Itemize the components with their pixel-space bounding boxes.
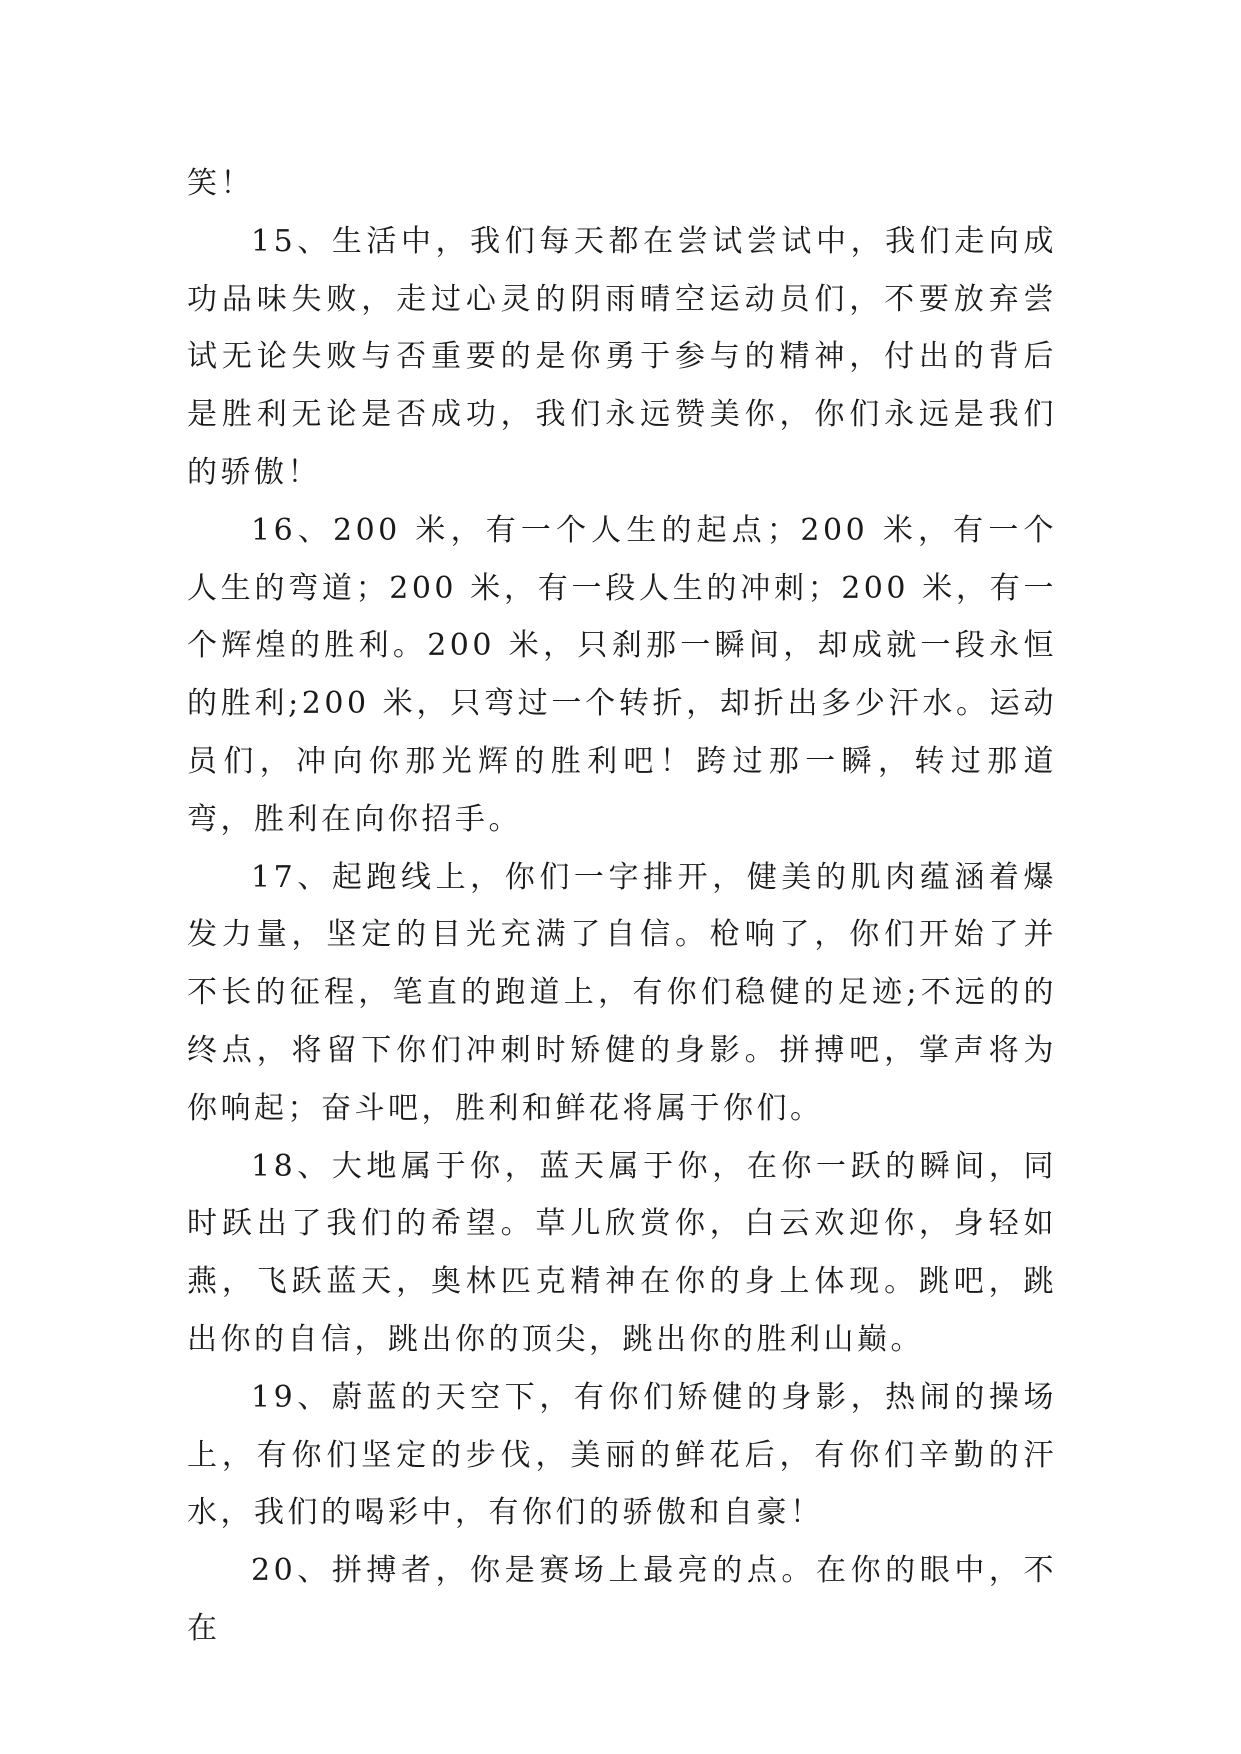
paragraph-19: 19、蔚蓝的天空下，有你们矫健的身影，热闹的操场上，有你们坚定的步伐，美丽的鲜花后，有你们辛勤的汗水，我们的喝彩中，有你们的骄傲和自豪！ [187, 1379, 1057, 1531]
document-body [187, 155, 1057, 1658]
paragraph-17: 17、起跑线上，你们一字排开，健美的肌肉蕴涵着爆发力量，坚定的目光充满了自信。枪响了，你们开始了并不长的征程，笔直的跑道上，有你们稳健的足迹;不远的的终点，将留下你们冲刺时矫健的身影。拼搏吧，掌声将为你响起；奋斗吧，胜利和鲜花将属于你们。 [187, 859, 1057, 1126]
paragraph-15: 15、生活中，我们每天都在尝试尝试中，我们走向成功品味失败，走过心灵的阴雨晴空运动员们，不要放弃尝试无论失败与否重要的是你勇于参与的精神，付出的背后是胜利无论是否成功，我们永远赞美你，你们永远是我们的骄傲！ [187, 223, 1057, 490]
paragraph-20: 20、拼搏者，你是赛场上最亮的点。在你的眼中，不在 [187, 1553, 1057, 1646]
paragraph-18: 18、大地属于你，蓝天属于你，在你一跃的瞬间，同时跃出了我们的希望。草儿欣赏你，白云欢迎你，身轻如燕，飞跃蓝天，奥林匹克精神在你的身上体现。跳吧，跳出你的自信，跳出你的顶尖，跳出你的胜利山巅。 [187, 1148, 1057, 1357]
paragraph-14-end: 笑！ [187, 166, 254, 201]
paragraph-16: 16、200 米，有一个人生的起点；200 米，有一个人生的弯道；200 米，有一段人生的冲刺；200 米，有一个辉煌的胜利。200 米，只刹那一瞬间，却成就一段永恒的胜利;200 米，只弯过一个转折，却折出多少汗水。运动员们，冲向你那光辉的胜利吧！跨过那一瞬，转过那道弯，胜利在向你招手。 [187, 512, 1057, 837]
